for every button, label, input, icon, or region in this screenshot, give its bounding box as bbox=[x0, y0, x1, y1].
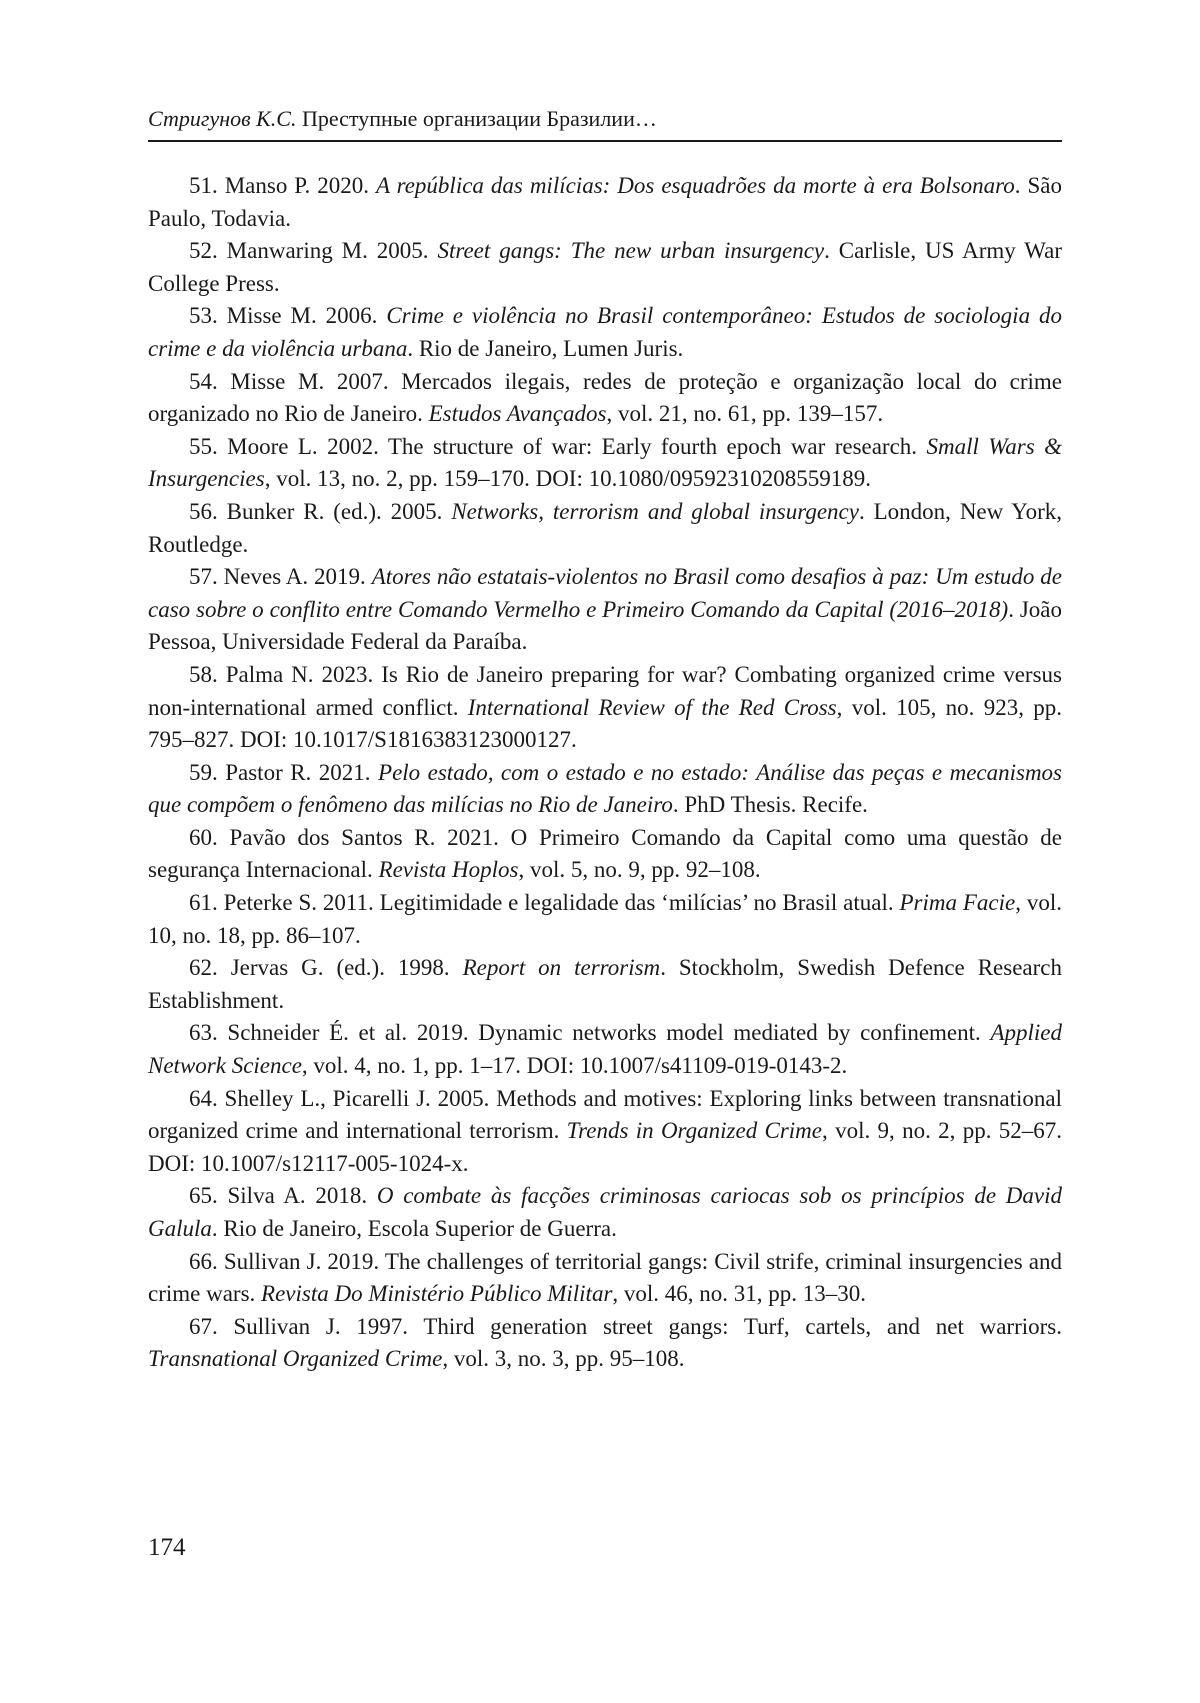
reference-text: 55. Moore L. 2002. The structure of war: Early fourth epoch war research. bbox=[189, 433, 927, 459]
reference-source-title: Networks, terrorism and global insurgency bbox=[451, 498, 859, 524]
reference-details: . Stockholm, Swedish Defence Research Establishment. bbox=[148, 955, 1062, 1013]
reference-text: 52. Manwaring M. 2005. bbox=[189, 238, 438, 264]
reference-item bbox=[148, 366, 1062, 431]
reference-details: . João Pessoa, Universidade Federal da Paraíba. bbox=[148, 596, 1062, 655]
reference-details: . Rio de Janeiro, Lumen Juris. bbox=[407, 335, 684, 361]
reference-text: 57. Neves A. 2019. bbox=[189, 564, 372, 590]
reference-source-title: O combate às facções criminosas cariocas sob os princípios de David Galula bbox=[148, 1183, 1063, 1241]
page-number: 174 bbox=[148, 1534, 186, 1561]
reference-item bbox=[148, 561, 1062, 659]
reference-source-title: Transnational Organized Crime bbox=[148, 1346, 443, 1372]
reference-source-title: Revista Do Ministério Público Militar bbox=[261, 1281, 613, 1307]
reference-source-title: Report on terrorism bbox=[462, 955, 661, 981]
reference-details: , vol. 46, no. 31, pp. 13–30. bbox=[612, 1281, 867, 1307]
reference-details: . London, New York, Routledge. bbox=[148, 498, 1063, 557]
reference-source-title: Revista Hoplos bbox=[378, 857, 519, 883]
reference-text: 56. Bunker R. (ed.). 2005. bbox=[189, 498, 452, 524]
reference-details: , vol. 5, no. 9, pp. 92–108. bbox=[518, 857, 761, 883]
reference-source-title: Prima Facie bbox=[899, 890, 1016, 916]
reference-list bbox=[148, 170, 1062, 1376]
reference-item bbox=[148, 757, 1062, 822]
reference-item bbox=[148, 235, 1062, 300]
reference-item bbox=[148, 1180, 1062, 1245]
reference-details: , vol. 105, no. 923, pp. 795–827. DOI: 10.1017/S1816383123000127. bbox=[148, 694, 1063, 753]
reference-source-title: Small Wars & Insurgencies bbox=[148, 433, 1063, 492]
reference-source-title: Trends in Organized Crime bbox=[566, 1118, 823, 1144]
reference-text: 61. Peterke S. 2011. Legitimidade e legalidade das ‘milícias’ no Brasil atual. bbox=[189, 890, 900, 916]
reference-source-title: Atores não estatais-violentos no Brasil como desafios à paz: Um estudo de caso sobre o conflito entre Comando Vermelho e Primeiro Comando da Capital (2016–2018) bbox=[148, 564, 1062, 622]
reference-details: . Rio de Janeiro, Escola Superior de Guerra. bbox=[211, 1216, 617, 1241]
reference-item bbox=[148, 659, 1062, 757]
reference-text: 53. Misse M. 2006. bbox=[189, 303, 387, 329]
reference-item bbox=[148, 952, 1062, 1017]
reference-item bbox=[148, 1017, 1062, 1082]
reference-source-title: A república das milícias: Dos esquadrões da morte à era Bolsonaro bbox=[376, 173, 1015, 198]
reference-item bbox=[148, 1083, 1062, 1181]
header-title: Преступные организации Бразилии… bbox=[301, 106, 657, 131]
reference-details: , vol. 9, no. 2, pp. 52–67. DOI: 10.1007/s12117-005-1024-x. bbox=[148, 1118, 1062, 1176]
reference-text: 62. Jervas G. (ed.). 1998. bbox=[189, 955, 463, 981]
reference-source-title: Applied Network Science bbox=[148, 1020, 1062, 1079]
reference-text: 54. Misse M. 2007. Mercados ilegais, redes de proteção e organização local do crime organizado no Rio de Janeiro. bbox=[148, 368, 1062, 427]
reference-text: 59. Pastor R. 2021. bbox=[189, 759, 379, 785]
reference-item bbox=[148, 300, 1062, 365]
reference-text: 63. Schneider É. et al. 2019. Dynamic networks model mediated by confinement. bbox=[189, 1020, 991, 1046]
reference-item bbox=[148, 1311, 1062, 1376]
reference-item bbox=[148, 496, 1062, 561]
reference-text: 51. Manso P. 2020. bbox=[189, 173, 377, 198]
reference-details: , vol. 21, no. 61, pp. 139–157. bbox=[606, 401, 884, 427]
reference-text: 67. Sullivan J. 1997. Third generation street gangs: Turf, cartels, and net warriors. bbox=[189, 1313, 1062, 1339]
reference-details: , vol. 10, no. 18, pp. 86–107. bbox=[148, 890, 1063, 948]
reference-details: . São Paulo, Todavia. bbox=[148, 173, 1063, 231]
reference-details: , vol. 4, no. 1, pp. 1–17. DOI: 10.1007/s41109-019-0143-2. bbox=[301, 1053, 848, 1079]
reference-text: 60. Pavão dos Santos R. 2021. O Primeiro Comando da Capital como uma questão de segurança Internacional. bbox=[148, 824, 1062, 883]
reference-text: 65. Silva A. 2018. bbox=[189, 1183, 377, 1209]
header-author: Стригунов К.С. bbox=[148, 106, 297, 131]
reference-item bbox=[148, 822, 1062, 887]
reference-details: . Carlisle, US Army War College Press. bbox=[148, 238, 1062, 296]
reference-details: , vol. 13, no. 2, pp. 159–170. DOI: 10.1080/09592310208559189. bbox=[264, 466, 871, 492]
reference-details: , vol. 3, no. 3, pp. 95–108. bbox=[442, 1346, 685, 1372]
reference-source-title: Pelo estado, com o estado e no estado: Análise das peças e mecanismos que compõem o fenômeno das milícias no Rio de Janeiro bbox=[148, 759, 1063, 818]
reference-source-title: Street gangs: The new urban insurgency bbox=[437, 238, 825, 264]
reference-text: 64. Shelley L., Picarelli J. 2005. Methods and motives: Exploring links between transnational organized crime and international terrorism. bbox=[148, 1085, 1062, 1144]
running-header bbox=[148, 98, 1062, 142]
reference-text: 58. Palma N. 2023. Is Rio de Janeiro preparing for war? Combating organized crime versus non-international armed conflict. bbox=[148, 661, 1062, 720]
reference-source-title: Crime e violência no Brasil contemporâneo: Estudos de sociologia do crime e da violência urbana bbox=[148, 303, 1062, 361]
reference-details: . PhD Thesis. Recife. bbox=[672, 792, 868, 818]
reference-item bbox=[148, 1246, 1062, 1311]
reference-source-title: Estudos Avançados bbox=[428, 401, 607, 427]
reference-item bbox=[148, 170, 1062, 235]
reference-text: 66. Sullivan J. 2019. The challenges of territorial gangs: Civil strife, criminal insurgencies and crime wars. bbox=[148, 1248, 1062, 1307]
reference-item bbox=[148, 887, 1062, 952]
reference-item bbox=[148, 431, 1062, 496]
reference-source-title: International Review of the Red Cross bbox=[467, 694, 837, 720]
